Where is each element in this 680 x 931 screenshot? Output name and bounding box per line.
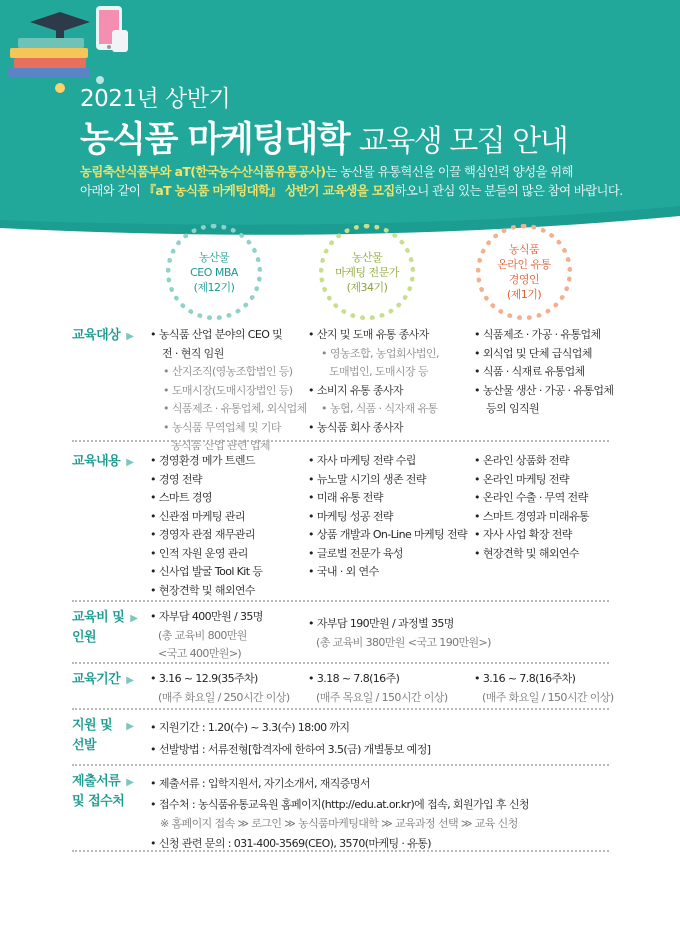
list-item: • 자부담 190만원 / 과정별 35명 <box>308 615 491 634</box>
list-item: • 온라인 상품화 전략 <box>474 452 589 471</box>
list-item: • 신사업 발굴 Tool Kit 등 <box>150 563 262 582</box>
list-item: • 산지 및 도매 유통 종사자 <box>308 326 439 345</box>
list-item: • 자사 마케팅 전략 수립 <box>308 452 467 471</box>
list-item: • 선발방법 : 서류전형[합격자에 한하여 3.5(금) 개별통보 예정] <box>150 739 430 761</box>
list-item: • 마케팅 성공 전략 <box>308 508 467 527</box>
list-item: • 영농조합, 농업회사법인, <box>308 345 439 364</box>
list-item: • 산지조직(영농조합법인 등) <box>150 363 307 382</box>
list-item: 도매법인, 도매시장 등 <box>329 365 428 378</box>
list-item: • 미래 유통 전략 <box>308 489 467 508</box>
intro-text-3: 하오니 관심 있는 분들의 많은 참여 바랍니다. <box>394 183 623 198</box>
divider <box>72 662 609 664</box>
arrow-right-icon: ▶ <box>126 675 134 686</box>
list-item: (총 교육비 380만원 <국고 190만원>) <box>316 635 491 649</box>
period-col-1 <box>150 670 290 707</box>
list-item: • 3.16 ~ 7.8(16주차) <box>474 670 614 689</box>
intro-text-2: 아래와 같이 <box>80 183 144 198</box>
fee-col-2 <box>308 615 491 652</box>
intro-text <box>80 162 660 200</box>
list-item: • 경영자 관점 재무관리 <box>150 526 262 545</box>
apply-list <box>150 717 430 761</box>
target-col-1 <box>150 326 307 456</box>
list-item: • 자부담 400만원 / 35명 <box>150 608 263 627</box>
list-item: • 상품 개발과 On-Line 마케팅 전략 <box>308 526 467 545</box>
list-item: (총 교육비 800만원 <box>158 628 247 642</box>
list-item: • 식품 · 식재료 유통업체 <box>474 363 613 382</box>
list-item: • 온라인 수출 · 무역 전략 <box>474 489 589 508</box>
list-item: • 국내 · 외 연수 <box>308 563 467 582</box>
list-item: • 경영 전략 <box>150 471 262 490</box>
list-item: • 외식업 및 단체 급식업체 <box>474 345 613 364</box>
list-item: (매주 화요일 / 250시간 이상) <box>158 690 290 704</box>
docs-list <box>150 773 529 856</box>
course-circle-ceo-mba <box>166 224 262 320</box>
divider <box>72 850 609 852</box>
section-label-period: 교육기간 ▶ <box>72 672 134 687</box>
list-item: • 농식품 회사 종사자 <box>308 419 439 438</box>
course-circle-marketing-expert <box>319 224 415 320</box>
list-item: <국고 400만원>) <box>158 647 242 660</box>
course-1-line2: CEO MBA <box>190 265 238 279</box>
list-item: • 스마트 경영 <box>150 489 262 508</box>
list-item: • 도매시장(도매시장법인 등) <box>150 382 307 401</box>
list-item: • 농협, 식품 · 식자재 유통 <box>308 400 439 419</box>
list-item: • 식품제조 · 유통업체, 외식업체 <box>150 400 307 419</box>
list-item: • 자사 사업 확장 전략 <box>474 526 589 545</box>
course-3-line4: (제1기) <box>506 288 542 301</box>
course-3-line2: 온라인 유통 <box>497 258 551 271</box>
title-light: 교육생 모집 안내 <box>358 124 568 159</box>
list-item: • 신관점 마케팅 관리 <box>150 508 262 527</box>
content-col-3 <box>474 452 589 563</box>
arrow-right-icon: ▶ <box>130 613 138 624</box>
list-item: 등의 임직원 <box>486 402 540 415</box>
divider <box>72 708 609 710</box>
title-bold: 농식품 마케팅대학 <box>80 120 350 160</box>
list-item: • 3.18 ~ 7.8(16주) <box>308 670 448 689</box>
fee-col-1 <box>150 608 263 664</box>
header-subtitle: 2021년 상반기 <box>80 86 231 112</box>
list-item: • 현장견학 및 해외연수 <box>150 582 262 601</box>
list-item: • 신청 관련 문의 : 031-400-3569(CEO), 3570(마케팅 · 유통) <box>150 832 529 856</box>
course-2-line2: 마케팅 전문가 <box>335 265 399 279</box>
intro-text-1: 는 농산물 유통혁신을 이끌 핵심인력 양성을 위해 <box>325 164 573 179</box>
section-label-docs: 제출서류 ▶ 및 접수처 <box>72 774 134 809</box>
course-2-line3: (제34기) <box>346 280 388 294</box>
list-item: (매주 목요일 / 150시간 이상) <box>316 690 448 704</box>
section-label-target: 교육대상 ▶ <box>72 328 134 343</box>
list-item: • 경영환경 메가 트렌드 <box>150 452 262 471</box>
list-item: • 현장견학 및 해외연수 <box>474 545 589 564</box>
arrow-right-icon: ▶ <box>126 777 134 788</box>
list-item: • 3.16 ~ 12.9(35주차) <box>150 670 290 689</box>
list-item: 농식품 산업 관련 업체 <box>171 439 270 452</box>
section-label-fee: 교육비 및 ▶ 인원 <box>72 610 138 645</box>
list-item: • 소비지 유통 종사자 <box>308 382 439 401</box>
target-col-2 <box>308 326 439 437</box>
period-col-3 <box>474 670 614 707</box>
divider <box>72 600 609 602</box>
list-item: • 뉴노말 시기의 생존 전략 <box>308 471 467 490</box>
intro-highlight-2: 『aT 농식품 마케팅대학』 상반기 교육생을 모집 <box>143 183 395 198</box>
section-label-content: 교육내용 ▶ <box>72 454 134 469</box>
arrow-right-icon: ▶ <box>126 331 134 342</box>
arrow-right-icon: ▶ <box>126 721 134 732</box>
page-title <box>80 112 567 162</box>
period-col-2 <box>308 670 448 707</box>
course-circle-online-retail <box>476 224 572 320</box>
course-1-line3: (제12기) <box>193 280 235 294</box>
list-item: • 농산물 생산 · 가공 · 유통업체 <box>474 382 613 401</box>
header-banner <box>0 0 680 236</box>
divider <box>72 764 609 766</box>
list-item: • 스마트 경영과 미래유통 <box>474 508 589 527</box>
list-item: 전 · 현직 임원 <box>162 346 224 360</box>
list-item: • 온라인 마케팅 전략 <box>474 471 589 490</box>
list-item: • 접수처 : 농식품유통교육원 홈페이지(http://edu.at.or.kr)에 접속, 회원가입 후 신청 <box>150 794 529 815</box>
content-col-2 <box>308 452 467 582</box>
course-3-line1: 농식품 <box>508 243 540 256</box>
course-1-line1: 농산물 <box>198 250 230 264</box>
arrow-right-icon: ▶ <box>126 457 134 468</box>
intro-highlight-1: 농림축산식품부와 aT(한국농수산식품유통공사) <box>80 164 326 179</box>
list-item: • 농식품 무역업체 및 기타 <box>150 419 307 438</box>
list-item: • 글로벌 전문가 육성 <box>308 545 467 564</box>
list-item: • 농식품 산업 분야의 CEO 및 <box>150 326 307 345</box>
course-2-line1: 농산물 <box>351 250 383 264</box>
target-col-3 <box>474 326 613 419</box>
section-label-apply: 지원 및 ▶ 선발 <box>72 718 134 753</box>
course-3-line3: 경영인 <box>508 273 540 286</box>
content-col-1 <box>150 452 262 600</box>
divider <box>72 440 609 442</box>
list-item: • 인적 자원 운영 관리 <box>150 545 262 564</box>
list-item: • 지원기간 : 1.20(수) ~ 3.3(수) 18:00 까지 <box>150 717 430 739</box>
list-item: • 제출서류 : 입학지원서, 자기소개서, 재직증명서 <box>150 773 529 794</box>
list-item: • 식품제조 · 가공 · 유통업체 <box>474 326 613 345</box>
list-item: (매주 화요일 / 150시간 이상) <box>482 690 614 704</box>
list-item: ※ 홈페이지 접속 ≫ 로그인 ≫ 농식품마케팅대학 ≫ 교육과정 선택 ≫ 교육 신청 <box>160 817 518 830</box>
